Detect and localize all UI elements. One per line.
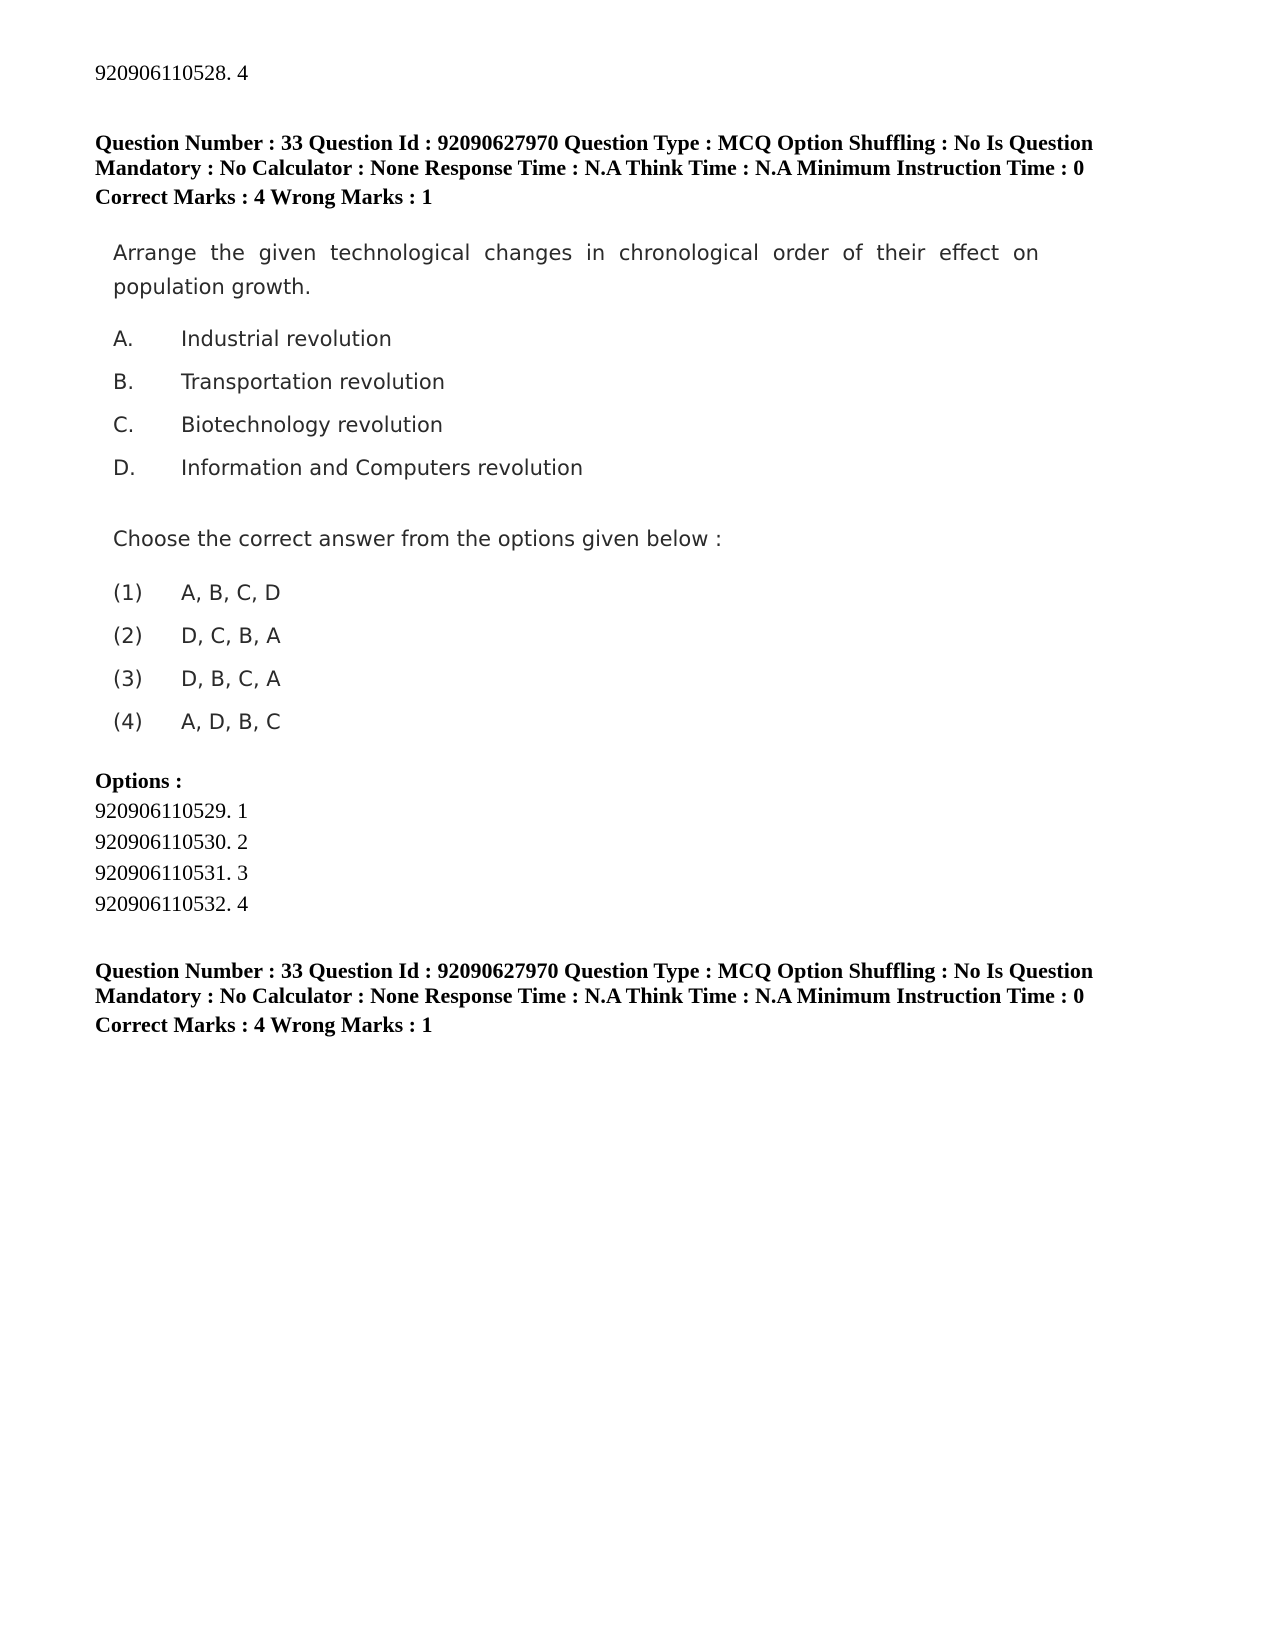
question-instruction: Choose the correct answer from the options given below : bbox=[113, 527, 723, 551]
choice-item bbox=[113, 664, 281, 694]
choice-label: (3) bbox=[113, 667, 143, 691]
choice-label: (1) bbox=[113, 581, 143, 605]
choice-item bbox=[113, 707, 281, 737]
choice-item bbox=[113, 621, 281, 651]
item-text: Biotechnology revolution bbox=[181, 413, 444, 437]
list-item bbox=[113, 410, 443, 440]
option-line: 920906110532. 4 bbox=[95, 891, 249, 916]
option-line: 920906110529. 1 bbox=[95, 798, 249, 823]
question-header-line-1: Question Number : 33 Question Id : 92090627970 Question Type : MCQ Option Shuffling : No Is Question bbox=[95, 130, 1094, 155]
option-line: 920906110531. 3 bbox=[95, 860, 249, 885]
question-header-line-1: Question Number : 33 Question Id : 92090627970 Question Type : MCQ Option Shuffling : No Is Question bbox=[95, 958, 1094, 983]
question-stem: Arrange the given technological changes in chronological order of their effect on population growth. bbox=[113, 241, 1039, 299]
item-label: B. bbox=[113, 370, 135, 394]
item-label: C. bbox=[113, 413, 135, 437]
options-title: Options : bbox=[95, 768, 183, 793]
question-body-image bbox=[95, 228, 1055, 738]
item-text: Transportation revolution bbox=[181, 370, 446, 394]
choice-text: A, B, C, D bbox=[181, 581, 281, 605]
list-item bbox=[113, 367, 445, 397]
choice-label: (4) bbox=[113, 710, 143, 734]
item-label: D. bbox=[113, 456, 136, 480]
question-header-line-2: Mandatory : No Calculator : None Response Time : N.A Think Time : N.A Minimum Instruction Time : 0 bbox=[95, 155, 1085, 180]
question-header bbox=[95, 130, 1195, 212]
question-header-line-3: Correct Marks : 4 Wrong Marks : 1 bbox=[95, 184, 433, 209]
question-header-line-2: Mandatory : No Calculator : None Response Time : N.A Think Time : N.A Minimum Instruction Time : 0 bbox=[95, 983, 1085, 1008]
item-label: A. bbox=[113, 327, 134, 351]
choice-text: D, C, B, A bbox=[181, 624, 281, 648]
choice-label: (2) bbox=[113, 624, 143, 648]
choice-text: A, D, B, C bbox=[181, 710, 281, 734]
option-line: 920906110530. 2 bbox=[95, 829, 249, 854]
item-text: Information and Computers revolution bbox=[181, 456, 584, 480]
item-text: Industrial revolution bbox=[181, 327, 392, 351]
list-item bbox=[113, 324, 392, 354]
previous-option-line: 920906110528. 4 bbox=[95, 60, 249, 85]
list-item bbox=[113, 453, 583, 483]
choice-item bbox=[113, 578, 281, 608]
choice-text: D, B, C, A bbox=[181, 667, 281, 691]
question-header bbox=[95, 958, 1195, 1040]
question-header-line-3: Correct Marks : 4 Wrong Marks : 1 bbox=[95, 1012, 433, 1037]
